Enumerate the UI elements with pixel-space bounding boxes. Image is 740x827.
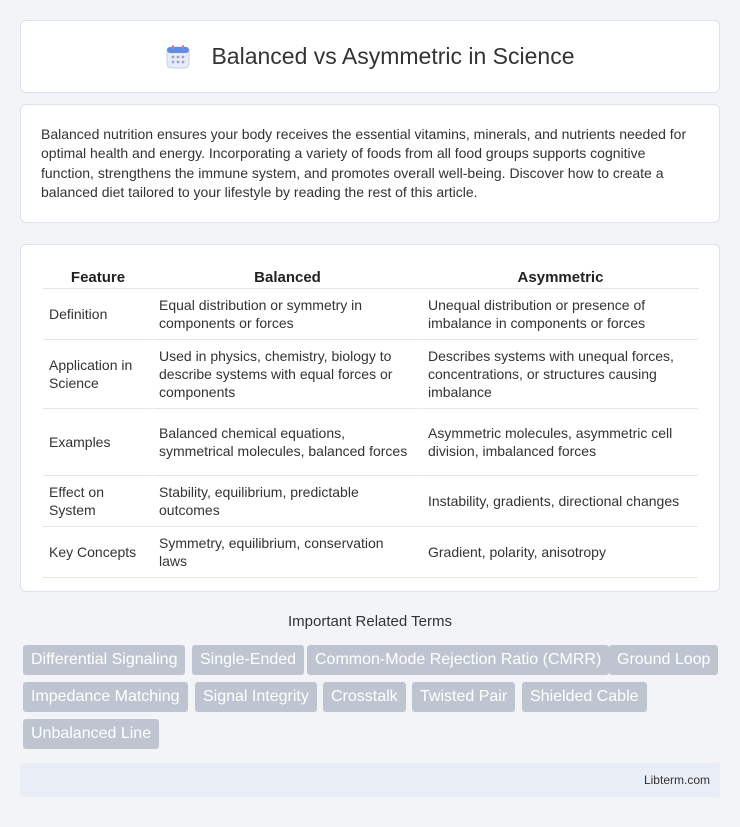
related-term-tag[interactable]: Crosstalk	[323, 682, 406, 712]
table-cell-balanced: Equal distribution or symmetry in components or forces	[153, 289, 422, 340]
table-header-row	[43, 263, 699, 289]
footer-site-link[interactable]: Libterm.com	[643, 773, 710, 787]
table-cell-feature: Definition	[43, 289, 153, 340]
intro-text: Balanced nutrition ensures your body receives the essential vitamins, minerals, and nutrients needed for optimal health and energy. Incorporating a variety of foods from all food groups supports cognitive function, strengthens the immune system, and promotes overall well-being. Discover how to create a balanced diet tailored to your lifestyle by reading the rest of this article.	[41, 126, 687, 201]
related-term-tag[interactable]: Signal Integrity	[195, 682, 317, 712]
table-cell-feature: Key Concepts	[43, 527, 153, 578]
table-cell-feature: Application in Science	[43, 340, 153, 409]
related-terms-title: Important Related Terms	[288, 613, 452, 630]
related-term-tag[interactable]: Twisted Pair	[412, 682, 515, 712]
table-cell-balanced: Balanced chemical equations, symmetrical molecules, balanced forces	[153, 409, 422, 476]
table-cell-asymmetric: Gradient, polarity, anisotropy	[422, 527, 699, 578]
table-row	[43, 409, 699, 476]
table-cell-balanced: Stability, equilibrium, predictable outcomes	[153, 476, 422, 527]
comparison-table	[43, 263, 699, 578]
table-cell-asymmetric: Instability, gradients, directional changes	[422, 476, 699, 527]
table-row	[43, 340, 699, 409]
calendar-grid-icon	[165, 44, 191, 70]
table-cell-asymmetric: Asymmetric molecules, asymmetric cell division, imbalanced forces	[422, 409, 699, 476]
table-header-feature: Feature	[43, 263, 153, 289]
related-term-tag[interactable]: Impedance Matching	[23, 682, 188, 712]
related-term-tag[interactable]: Unbalanced Line	[23, 719, 159, 749]
intro-card	[20, 104, 720, 223]
page-title: Balanced vs Asymmetric in Science	[211, 43, 575, 69]
related-term-tag[interactable]: Ground Loop	[609, 645, 718, 675]
related-term-tag[interactable]: Single-Ended	[192, 645, 304, 675]
related-term-tag[interactable]: Shielded Cable	[522, 682, 647, 712]
related-term-tag[interactable]: Common-Mode Rejection Ratio (CMRR)	[307, 645, 609, 675]
table-row	[43, 476, 699, 527]
comparison-table-card	[20, 244, 720, 592]
table-row	[43, 527, 699, 578]
table-cell-balanced: Used in physics, chemistry, biology to describe systems with equal forces or components	[153, 340, 422, 409]
table-cell-feature: Effect on System	[43, 476, 153, 527]
table-cell-balanced: Symmetry, equilibrium, conservation laws	[153, 527, 422, 578]
header-card	[20, 20, 720, 93]
table-header-balanced: Balanced	[153, 263, 422, 289]
table-header-asymmetric: Asymmetric	[422, 263, 699, 289]
table-row	[43, 289, 699, 340]
table-cell-asymmetric: Unequal distribution or presence of imbalance in components or forces	[422, 289, 699, 340]
related-term-tag[interactable]: Differential Signaling	[23, 645, 185, 675]
table-cell-asymmetric: Describes systems with unequal forces, concentrations, or structures causing imbalance	[422, 340, 699, 409]
table-cell-feature: Examples	[43, 409, 153, 476]
footer-bar	[20, 763, 720, 797]
